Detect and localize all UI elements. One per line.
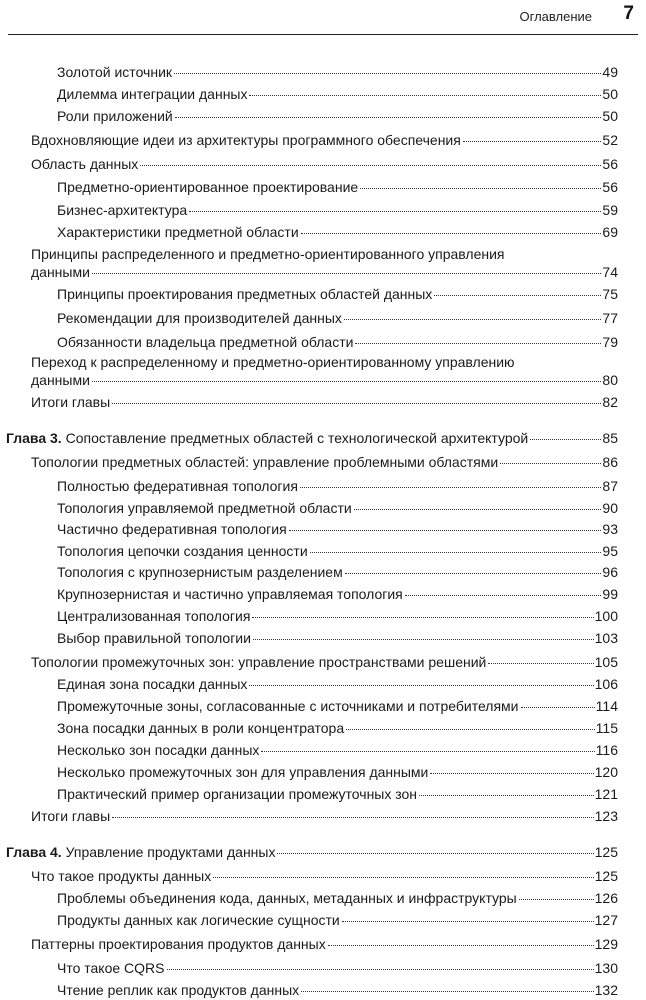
toc-entry-title: Обязанности владельца предметной области	[57, 334, 354, 350]
toc-leader-dots	[140, 165, 601, 166]
toc-leader-dots	[342, 921, 594, 922]
toc-entry	[31, 393, 618, 411]
toc-leader-dots	[175, 117, 602, 118]
toc-leader-dots	[419, 795, 594, 796]
toc-entry	[31, 131, 618, 149]
toc-entry	[57, 981, 618, 999]
toc-entry	[57, 675, 618, 693]
toc-entry-title: Топология управляемой предметной области	[57, 500, 352, 516]
toc-page-number: 75	[602, 286, 618, 302]
toc-entry-title: Управление продуктами данных	[65, 844, 276, 860]
toc-entry-title: Единая зона посадки данных	[57, 676, 248, 692]
page-header	[8, 0, 638, 35]
toc-entry-title: Несколько промежуточных зон для управления данными	[57, 764, 429, 780]
toc-page-number: 87	[602, 478, 618, 494]
toc-leader-dots	[301, 233, 602, 234]
toc-entry-title: Проблемы объединения кода, данных, метаданных и инфраструктуры	[57, 890, 517, 906]
toc-leader-dots	[277, 853, 593, 854]
toc-entry	[31, 807, 618, 825]
toc-leader-dots	[310, 552, 602, 553]
toc-page-number: 49	[602, 64, 618, 80]
toc-entry-title: Топологии предметных областей: управление проблемными областями	[31, 454, 499, 470]
toc-page-number: 120	[594, 764, 618, 780]
toc-entry	[31, 353, 618, 389]
toc-entry-title: Чтение реплик как продуктов данных	[57, 982, 300, 998]
toc-leader-dots	[345, 573, 602, 574]
toc-leader-dots	[189, 211, 601, 212]
toc-chapter-label: Глава 3.	[6, 430, 62, 446]
toc-entry	[57, 520, 618, 538]
toc-page-number: 50	[602, 108, 618, 124]
toc-entry-title: Итоги главы	[31, 808, 111, 824]
toc-page-number: 50	[602, 86, 618, 102]
toc-leader-dots	[430, 773, 593, 774]
toc-leader-dots	[261, 751, 594, 752]
toc-entry-title: Топология с крупнозернистым разделением	[57, 564, 343, 580]
toc-leader-dots	[253, 639, 594, 640]
toc-entry	[31, 245, 618, 281]
toc-leader-dots	[434, 295, 601, 296]
toc-entry-title: Что такое CQRS	[57, 960, 165, 976]
toc-entry	[57, 201, 618, 219]
toc-leader-dots	[92, 381, 601, 382]
toc-page-number: 56	[602, 156, 618, 172]
toc-page-number: 96	[602, 564, 618, 580]
toc-entry	[57, 563, 618, 581]
toc-page-number: 69	[602, 224, 618, 240]
toc-entry	[57, 741, 618, 759]
toc-leader-dots	[354, 509, 602, 510]
toc-page-number: 106	[594, 676, 618, 692]
toc-chapter-entry	[6, 429, 618, 447]
toc-entry-title-line1: Переход к распределенному и предметно-ориентированному управлению	[31, 354, 515, 370]
toc-entry-title: Частично федеративная топология	[57, 521, 287, 537]
toc-entry	[57, 607, 618, 625]
toc-entry-title: Промежуточные зоны, согласованные с источниками и потребителями	[57, 698, 519, 714]
toc-entry-title: Вдохновляющие идеи из архитектуры программного обеспечения	[31, 132, 461, 148]
toc-entry-title: Выбор правильной топологии	[57, 630, 251, 646]
toc-page-number: 126	[594, 890, 618, 906]
toc-leader-dots	[213, 877, 593, 878]
toc-entry-title: Дилемма интеграции данных	[57, 86, 248, 102]
toc-entry-title: Несколько зон посадки данных	[57, 742, 260, 758]
toc-page-number: 90	[602, 500, 618, 516]
toc-page-number: 105	[594, 654, 618, 670]
toc-entry	[57, 889, 618, 907]
toc-entry	[57, 542, 618, 560]
toc-leader-dots	[92, 273, 601, 274]
toc-leader-dots	[300, 487, 602, 488]
toc-entry-title: Роли приложений	[57, 108, 173, 124]
toc-page-number: 129	[594, 936, 618, 952]
header-page-number: 7	[623, 3, 634, 24]
toc-chapter-label: Глава 4.	[6, 844, 62, 860]
toc-page-number: 56	[602, 179, 618, 195]
toc-leader-dots	[112, 403, 601, 404]
toc-leader-dots	[521, 707, 595, 708]
toc-page-number: 127	[594, 912, 618, 928]
toc-entry-title: Централизованная топология	[57, 608, 251, 624]
toc-entry	[31, 867, 618, 885]
toc-entry	[57, 697, 618, 715]
toc-leader-dots	[405, 595, 602, 596]
toc-entry-title: Итоги главы	[31, 394, 111, 410]
toc-entry	[57, 959, 618, 977]
toc-page-number: 125	[594, 844, 618, 860]
toc-entry-title: Топологии промежуточных зон: управление пространствами решений	[31, 654, 487, 670]
toc-leader-dots	[301, 991, 594, 992]
toc-entry	[57, 223, 618, 241]
toc-leader-dots	[249, 685, 593, 686]
toc-leader-dots	[344, 319, 602, 320]
toc-page-number: 125	[594, 868, 618, 884]
toc-entry	[57, 285, 618, 303]
toc-leader-dots	[289, 530, 602, 531]
toc-entry-title: данными	[31, 372, 90, 388]
toc-leader-dots	[174, 73, 601, 74]
toc-entry	[57, 309, 618, 327]
toc-entry-title: Бизнес-архитектура	[57, 202, 188, 218]
toc-entry	[31, 453, 618, 471]
toc-leader-dots	[346, 729, 595, 730]
toc-page-number: 100	[594, 608, 618, 624]
toc-entry	[57, 785, 618, 803]
toc-page-number: 123	[594, 808, 618, 824]
toc-entry	[57, 333, 618, 351]
toc-entry-title: Крупнозернистая и частично управляемая топология	[57, 586, 403, 602]
toc-leader-dots	[328, 945, 594, 946]
toc-entry	[57, 178, 618, 196]
toc-entry	[57, 911, 618, 929]
toc-entry-title: Зона посадки данных в роли концентратора	[57, 720, 345, 736]
toc-entry	[31, 935, 618, 953]
toc-entry-title: Практический пример организации промежуточных зон	[57, 786, 418, 802]
toc-page-number: 52	[602, 132, 618, 148]
toc-leader-dots	[112, 817, 593, 818]
toc-leader-dots	[252, 617, 593, 618]
toc-entry	[31, 653, 618, 671]
toc-entry	[57, 629, 618, 647]
toc-entry	[57, 63, 618, 81]
toc-page-number: 93	[602, 521, 618, 537]
toc-leader-dots	[463, 141, 602, 142]
toc-page-number: 130	[594, 960, 618, 976]
toc-leader-dots	[519, 899, 594, 900]
toc-page-number: 116	[595, 742, 618, 758]
toc-leader-dots	[249, 95, 601, 96]
toc-page-number: 115	[595, 720, 618, 736]
toc-page-number: 82	[602, 394, 618, 410]
toc-entry-title: Топология цепочки создания ценности	[57, 543, 308, 559]
toc-entry-title: Продукты данных как логические сущности	[57, 912, 340, 928]
toc-leader-dots	[167, 969, 594, 970]
toc-page-number: 59	[602, 202, 618, 218]
toc-entry	[57, 477, 618, 495]
toc-entry-title: Принципы проектирования предметных областей данных	[57, 286, 433, 302]
toc-page-number: 95	[602, 543, 618, 559]
toc-entry	[57, 107, 618, 125]
toc-page-number: 80	[602, 372, 618, 388]
toc-entry-title: Полностью федеративная топология	[57, 478, 298, 494]
toc-page-number: 114	[595, 698, 618, 714]
toc-page-number: 132	[594, 982, 618, 998]
toc-entry-title: Предметно-ориентированное проектирование	[57, 179, 359, 195]
toc-entry-title: Рекомендации для производителей данных	[57, 310, 342, 326]
toc-entry	[57, 85, 618, 103]
toc-page-number: 85	[602, 430, 618, 446]
toc-leader-dots	[530, 439, 601, 440]
toc-page-number: 79	[602, 334, 618, 350]
toc-entry	[57, 499, 618, 517]
header-section-title: Оглавление	[519, 9, 592, 24]
toc-leader-dots	[500, 463, 601, 464]
toc-entry-title: Сопоставление предметных областей с технологической архитектурой	[65, 430, 529, 446]
toc-entry	[57, 763, 618, 781]
toc-entry-title: Характеристики предметной области	[57, 224, 299, 240]
toc-page-number: 103	[594, 630, 618, 646]
toc-page-number: 86	[602, 454, 618, 470]
toc-entry	[57, 719, 618, 737]
toc-entry	[31, 155, 618, 173]
toc-leader-dots	[488, 663, 593, 664]
toc-entry-title: Область данных	[31, 156, 139, 172]
toc-page-number: 77	[602, 310, 618, 326]
toc-entry-title: данными	[31, 264, 90, 280]
toc-entry-title: Паттерны проектирования продуктов данных	[31, 936, 326, 952]
toc-entry-title-line1: Принципы распределенного и предметно-ориентированного управления	[31, 246, 505, 262]
toc-page-number: 99	[602, 586, 618, 602]
toc-page-number: 121	[594, 786, 618, 802]
toc-leader-dots	[360, 188, 601, 189]
toc-chapter-entry	[6, 843, 618, 861]
toc-entry	[57, 585, 618, 603]
toc-leader-dots	[355, 343, 601, 344]
toc-page-number: 74	[602, 264, 618, 280]
toc-entry-title: Что такое продукты данных	[31, 868, 212, 884]
toc-entry-title: Золотой источник	[57, 64, 173, 80]
